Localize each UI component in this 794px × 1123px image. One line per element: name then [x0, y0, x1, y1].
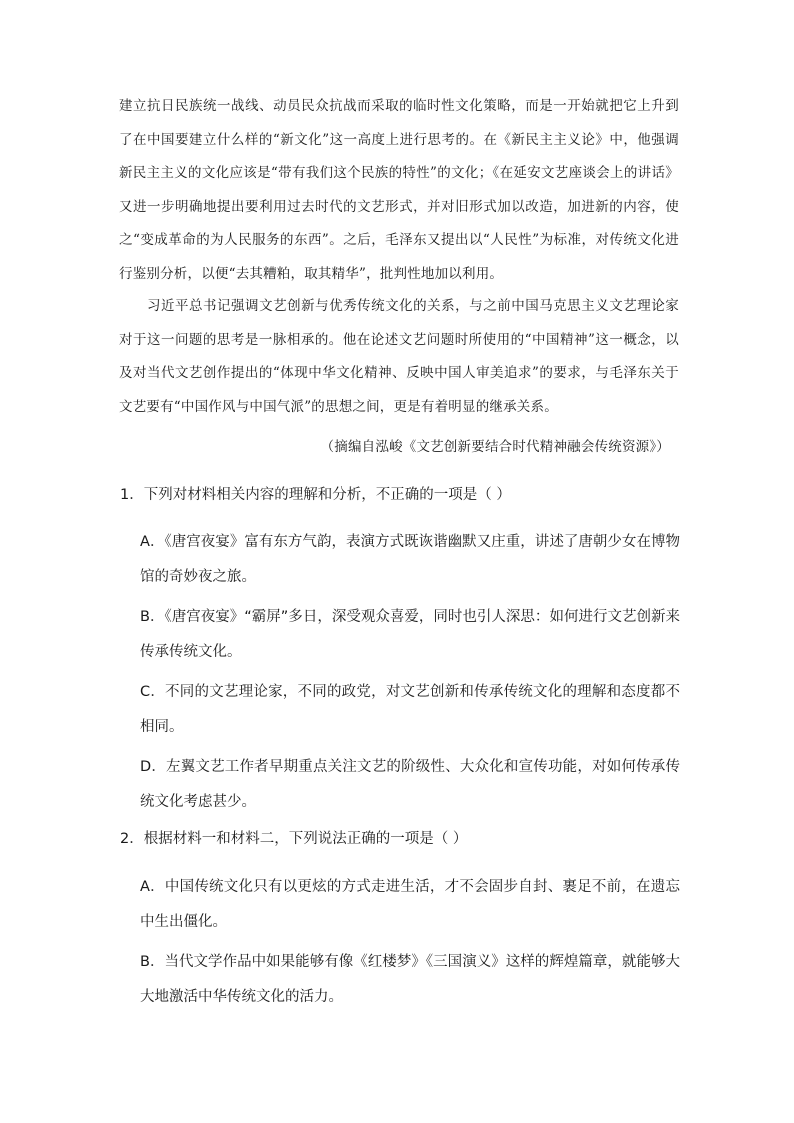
question-2-stem: 2．根据材料一和材料二，下列说法正确的一项是（ ）	[120, 831, 468, 847]
passage-paragraph-2: 习近平总书记强调文艺创新与优秀传统文化的关系，与之前中国马克思主义文艺理论家对于这一问题的思考是一脉相承的。他在论述文艺问题时所使用的“中国精神”这一概念，以及对当代文艺创作提出的“体现中华文化精神、反映中国人审美追求”的要求，与毛泽东关于文艺要有“中国作风与中国气派”的思想之间，更是有着明显的继承关系。	[119, 298, 679, 415]
question-1-option-a: A．《唐宫夜宴》富有东方气韵，表演方式既诙谐幽默又庄重，讲述了唐朝少女在博物馆的奇妙夜之旅。	[140, 534, 680, 585]
question-2-option-a: A．中国传统文化只有以更炫的方式走进生活，才不会固步自封、裹足不前，在遗忘中生出僵化。	[140, 879, 680, 930]
passage-source-citation: （摘编自泓峻《文艺创新要结合时代精神融会传统资源》）	[320, 439, 670, 455]
question-1-stem: 1．下列对材料相关内容的理解和分析，不正确的一项是（ ）	[120, 487, 511, 503]
question-2-option-b: B．当代文学作品中如果能够有像《红楼梦》《三国演义》这样的辉煌篇章，就能够大大地激活中华传统文化的活力。	[140, 954, 680, 1005]
question-1-option-c: C．不同的文艺理论家，不同的政党，对文艺创新和传承传统文化的理解和态度都不相同。	[140, 684, 680, 735]
question-1-option-b: B．《唐宫夜宴》“霸屏”多日，深受观众喜爱，同时也引人深思：如何进行文艺创新来传承传统文化。	[140, 609, 680, 660]
passage-paragraph-1: 建立抗日民族统一战线、动员民众抗战而采取的临时性文化策略，而是一开始就把它上升到了在中国要建立什么样的“新文化”这一高度上进行思考的。在《新民主主义论》中，他强调新民主主义的文化应该是“带有我们这个民族的特性”的文化；《在延安文艺座谈会上的讲话》又进一步明确地提出要利用过去时代的文艺形式，并对旧形式加以改造，加进新的内容，使之“变成革命的为人民服务的东西”。之后，毛泽东又提出以“人民性”为标准，对传统文化进行鉴别分析，以便“去其糟粕，取其精华”，批判性地加以利用。	[119, 98, 679, 282]
question-1-option-d: D．左翼文艺工作者早期重点关注文艺的阶级性、大众化和宣传功能，对如何传承传统文化考虑甚少。	[140, 759, 680, 810]
